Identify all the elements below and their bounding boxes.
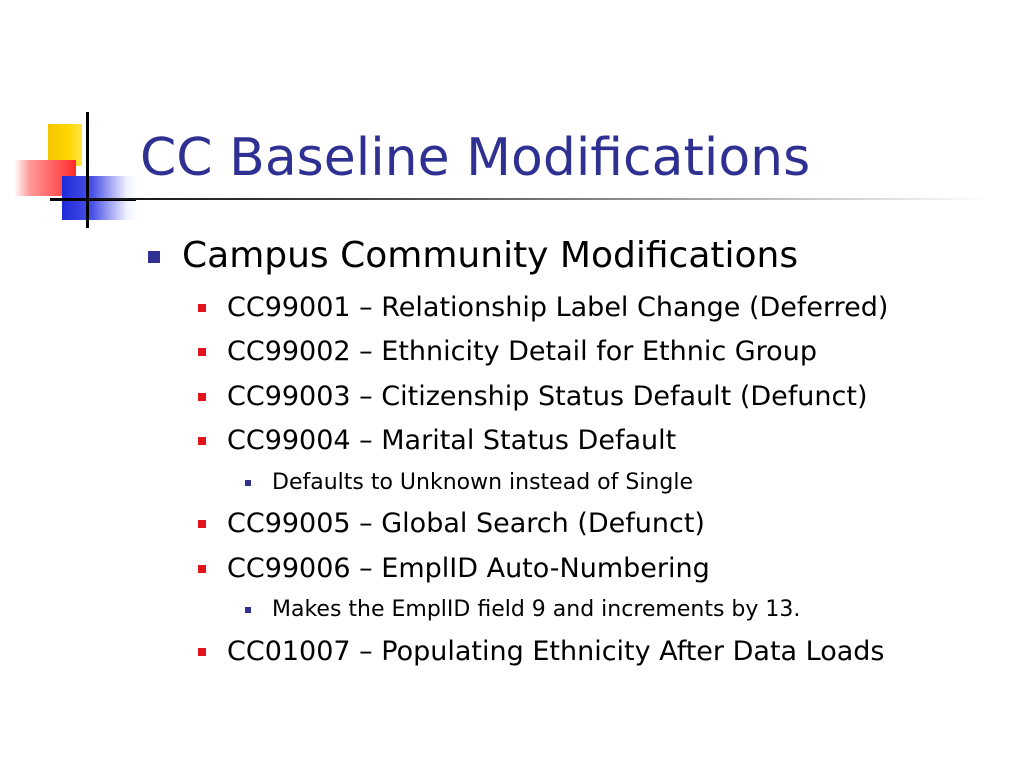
- bullet-text: Makes the EmplID field 9 and increments by 13.: [272, 597, 801, 622]
- square-bullet-icon: [198, 648, 206, 656]
- square-bullet-icon: [198, 520, 206, 528]
- bullet-text: CC99002 – Ethnicity Detail for Ethnic Group: [227, 336, 817, 367]
- bullet-text: CC99001 – Relationship Label Change (Deferred): [227, 292, 889, 323]
- bullet-item: [227, 380, 868, 414]
- square-bullet-icon: [245, 480, 251, 486]
- bullet-text: Campus Community Modifications: [182, 235, 799, 276]
- bullet-item: [227, 507, 705, 541]
- slide-title: CC Baseline Modifications: [140, 128, 811, 188]
- bullet-item: [272, 469, 693, 497]
- square-bullet-icon: [198, 437, 206, 445]
- bullet-item: [227, 335, 817, 369]
- bullet-text: CC99006 – EmplID Auto-Numbering: [227, 553, 710, 584]
- bullet-item: [182, 234, 798, 278]
- bullet-item: [227, 424, 676, 458]
- square-bullet-icon: [198, 565, 206, 573]
- bullet-item: [227, 291, 888, 325]
- square-bullet-icon: [198, 393, 206, 401]
- bullet-text: Defaults to Unknown instead of Single: [272, 470, 693, 495]
- bullet-text: CC99005 – Global Search (Defunct): [227, 508, 705, 539]
- bullet-text: CC99004 – Marital Status Default: [227, 425, 677, 456]
- square-bullet-icon: [148, 251, 160, 263]
- square-bullet-icon: [198, 348, 206, 356]
- bullet-item: [272, 596, 800, 624]
- bullet-text: CC01007 – Populating Ethnicity After Data Loads: [227, 636, 885, 667]
- bullet-item: [227, 635, 885, 669]
- bullet-text: CC99003 – Citizenship Status Default (Defunct): [227, 381, 868, 412]
- square-bullet-icon: [198, 304, 206, 312]
- square-bullet-icon: [245, 607, 251, 613]
- bullet-item: [227, 552, 710, 586]
